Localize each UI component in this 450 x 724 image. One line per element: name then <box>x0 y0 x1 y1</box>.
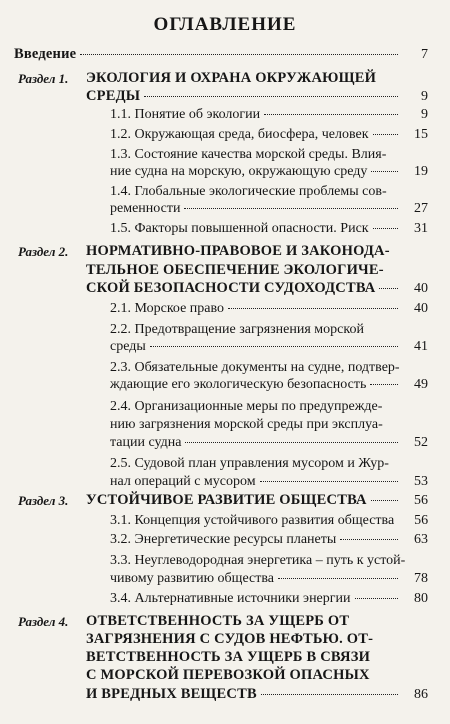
toc-entry[interactable]: 1.2. Окружающая среда, биосфера, человек 15 <box>110 127 428 142</box>
leader-dots <box>261 694 398 695</box>
leader-dots <box>340 539 398 540</box>
toc-page-number: 27 <box>414 201 428 216</box>
toc-page-number: 15 <box>414 127 428 142</box>
section-label: Раздел 2. <box>18 244 69 259</box>
toc-page-number: 31 <box>414 221 428 236</box>
section-heading-line[interactable]: ЭКОЛОГИЯ И ОХРАНА ОКРУЖАЮЩЕЙ <box>86 70 377 86</box>
section-heading-line[interactable]: НОРМАТИВНО-ПРАВОВОЕ И ЗАКОНОДА- <box>86 243 390 259</box>
section-heading-line[interactable]: ВЕТСТВЕННОСТЬ ЗА УЩЕРБ В СВЯЗИ <box>86 649 371 665</box>
section-heading-line[interactable]: ТЕЛЬНОЕ ОБЕСПЕЧЕНИЕ ЭКОЛОГИЧЕ- <box>86 262 384 278</box>
leader-dots <box>80 54 398 55</box>
leader-dots <box>264 114 398 115</box>
toc-entry[interactable]: ждающие его экологическую безопасность 49 <box>110 377 428 392</box>
leader-dots <box>144 96 398 97</box>
toc-page-number: 49 <box>414 377 428 392</box>
section-heading-line[interactable]: С МОРСКОЙ ПЕРЕВОЗКОЙ ОПАСНЫХ <box>86 667 370 683</box>
leader-dots <box>373 228 398 229</box>
toc-entry-intro[interactable] <box>14 46 428 63</box>
toc-page-number: 53 <box>414 474 428 489</box>
toc-page-number: 56 <box>414 493 428 508</box>
leader-dots <box>379 288 398 289</box>
leader-dots <box>184 208 398 209</box>
section-heading-line[interactable]: ЗАГРЯЗНЕНИЯ С СУДОВ НЕФТЬЮ. ОТ- <box>86 631 374 647</box>
toc-entry[interactable]: 2.1. Морское право 40 <box>110 301 428 316</box>
toc-page-number: 80 <box>414 591 428 606</box>
toc-page-number: 40 <box>414 281 428 296</box>
leader-dots <box>228 308 398 309</box>
toc-page-number: 78 <box>414 571 428 586</box>
toc-entry[interactable]: нал операций с мусором 53 <box>110 474 428 489</box>
leader-dots <box>370 384 398 385</box>
toc-page-number: 19 <box>414 164 428 179</box>
leader-dots <box>278 578 398 579</box>
toc-page-number: 7 <box>421 47 428 62</box>
section-heading-last-line[interactable]: И ВРЕДНЫХ ВЕЩЕСТВ 86 <box>86 686 428 702</box>
toc-entry-line[interactable]: 2.3. Обязательные документы на судне, подтвер- <box>110 360 400 375</box>
toc-entry[interactable]: тации судна 52 <box>110 435 428 450</box>
toc-entry-line[interactable]: 1.4. Глобальные экологические проблемы сов- <box>110 184 387 199</box>
toc-entry[interactable]: ременности 27 <box>110 201 428 216</box>
toc-page-number: 52 <box>414 435 428 450</box>
section-heading-last-line[interactable]: УСТОЙЧИВОЕ РАЗВИТИЕ ОБЩЕСТВА 56 <box>86 492 428 508</box>
toc-entry[interactable]: 3.4. Альтернативные источники энергии 80 <box>110 591 428 606</box>
leader-dots <box>355 598 399 599</box>
toc-page-number: 86 <box>414 687 428 702</box>
toc-entry-line[interactable]: 2.2. Предотвращение загрязнения морской <box>110 322 364 337</box>
toc-entry-line[interactable]: 1.3. Состояние качества морской среды. Влия- <box>110 147 387 162</box>
toc-page-number: 56 <box>414 513 429 528</box>
section-heading-last-line[interactable]: СКОЙ БЕЗОПАСНОСТИ СУДОХОДСТВА 40 <box>86 280 428 296</box>
toc-entry[interactable]: среды 41 <box>110 339 428 354</box>
leader-dots <box>371 500 398 501</box>
section-label: Раздел 3. <box>18 493 69 508</box>
toc-entry[interactable]: 3.2. Энергетические ресурсы планеты 63 <box>110 532 428 547</box>
toc-page-number: 9 <box>421 107 428 122</box>
toc-entry[interactable]: ние судна на морскую, окружающую среду 19 <box>110 164 428 179</box>
page-title: ОГЛАВЛЕНИЕ <box>153 14 297 35</box>
toc-page-number: 40 <box>414 301 428 316</box>
toc-entry-label: Введение <box>14 46 77 62</box>
section-heading-last-line[interactable]: СРЕДЫ 9 <box>86 88 428 104</box>
section-label: Раздел 4. <box>18 614 69 629</box>
section-label: Раздел 1. <box>18 71 69 86</box>
toc-entry-line[interactable]: 2.5. Судовой план управления мусором и Жур- <box>110 456 389 471</box>
toc-entry[interactable]: 3.1. Концепция устойчивого развития общества 56 <box>110 513 429 528</box>
leader-dots <box>150 346 398 347</box>
toc-entry-line[interactable]: нию загрязнения морской среды при эксплуа- <box>110 417 383 432</box>
leader-dots <box>260 481 398 482</box>
toc-entry-line[interactable]: 2.4. Организационные меры по предупрежде- <box>110 399 383 414</box>
toc-page-number: 9 <box>421 89 428 104</box>
toc-entry[interactable]: 1.5. Факторы повышенной опасности. Риск 31 <box>110 221 428 236</box>
leader-dots <box>371 171 398 172</box>
toc-entry[interactable]: 1.1. Понятие об экологии 9 <box>110 107 428 122</box>
leader-dots <box>373 134 398 135</box>
section-heading-line[interactable]: ОТВЕТСТВЕННОСТЬ ЗА УЩЕРБ ОТ <box>86 613 350 629</box>
leader-dots <box>185 442 398 443</box>
toc-entry-line[interactable]: 3.3. Неуглеводородная энергетика – путь к устой- <box>110 553 406 568</box>
toc-page-number: 41 <box>414 339 428 354</box>
toc-page-number: 63 <box>414 532 428 547</box>
toc-entry[interactable]: чивому развитию общества 78 <box>110 571 428 586</box>
